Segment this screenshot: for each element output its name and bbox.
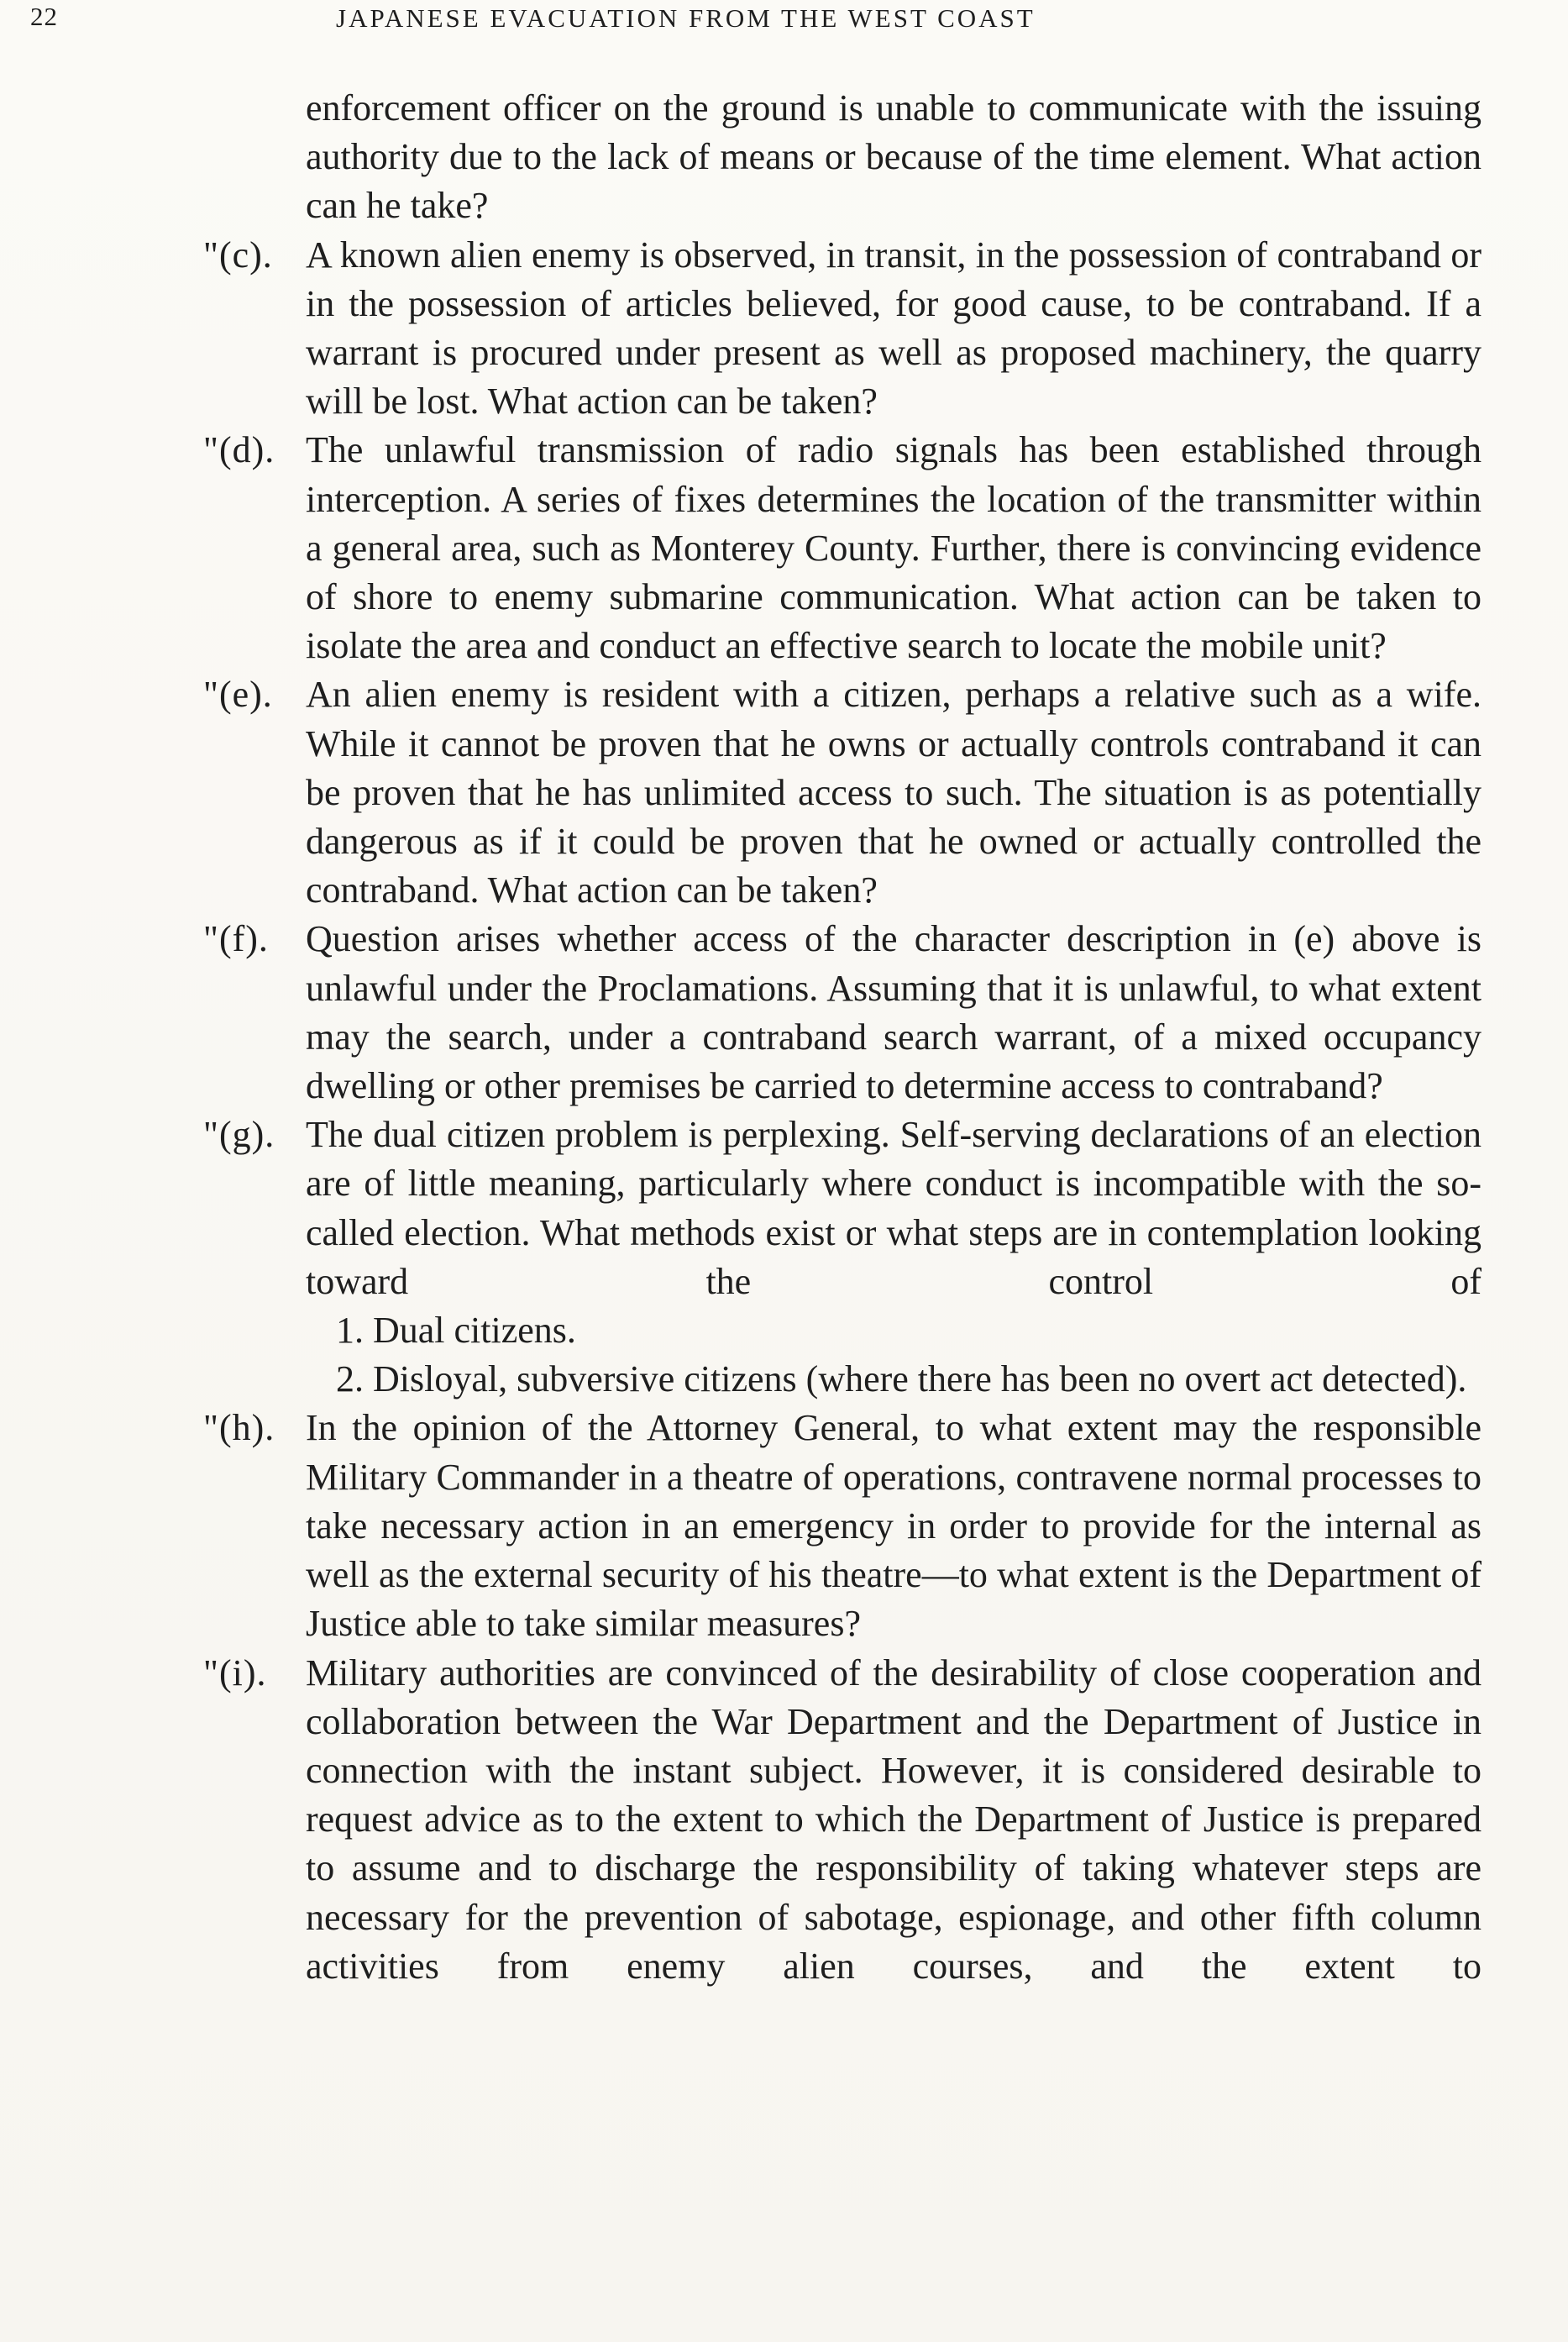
subitem-1 — [336, 1306, 1481, 1355]
subitem-text: Dual citizens. — [373, 1310, 576, 1352]
item-text: The dual citizen problem is perplexing. Self-serving declarations of an election are of little meaning, particularly where conduct is incompatible with the so-called election. What methods exist or what steps are in contemplation looking toward the control of — [306, 1114, 1481, 1302]
subitem-number: 1. — [336, 1310, 364, 1352]
paragraph-text: enforcement officer on the ground is unable to communicate with the issuing authority due to the lack of means or because of the time element. What action can he take? — [306, 87, 1481, 227]
list-item-c — [203, 231, 1481, 427]
body-text — [203, 84, 1481, 1991]
list-item-g — [203, 1111, 1481, 1404]
item-text: Military authorities are convinced of the desirability of close cooperation and collaboration between the War Department and the Department of Justice in connection with the instant subject. However, it is considered desirable to request advice as to the extent to which the Department of Justice is prepared to assume and to discharge the responsibility of taking whatever steps are necessary for the prevention of sabotage, espionage, and other fifth column activities from enemy alien courses, and the extent to — [306, 1651, 1481, 1987]
subitem-text: Disloyal, subversive citizens (where there has been no overt act detected). — [373, 1358, 1467, 1400]
item-text: A known alien enemy is observed, in transit, in the possession of contraband or in the possession of articles believed, for good cause, to be contraband. If a warrant is procured under present as well as proposed machinery, the quarry will be lost. What action can be taken? — [306, 234, 1481, 423]
item-text: In the opinion of the Attorney General, to what extent may the responsible Military Commander in a theatre of operations, contravene normal processes to take necessary action in an emergency in order to provide for the internal as well as the external security of his theatre—to what extent is the Department of Justice able to take similar measures? — [306, 1407, 1481, 1645]
list-item-d — [203, 426, 1481, 670]
item-label: "(g). — [203, 1114, 275, 1156]
item-label: "(d). — [203, 429, 275, 471]
item-label: "(f). — [203, 918, 269, 960]
item-text: Question arises whether access of the character description in (e) above is unlawful under the Proclamations. Assuming that it is unlawful, to what extent may the search, under a contraband search warrant, of a mixed occupancy dwelling or other premises be carried to determine access to contraband? — [306, 918, 1481, 1107]
running-head: JAPANESE EVACUATION FROM THE WEST COAST — [336, 3, 1036, 33]
item-text: An alien enemy is resident with a citizen, perhaps a relative such as a wife. While it cannot be proven that he owns or actually controls contraband it can be proven that he has unlimited access to such. The situation is as potentially dangerous as if it could be proven that he owned or actually controlled the contraband. What action can be taken? — [306, 674, 1481, 911]
list-item-i — [203, 1649, 1481, 1991]
page-number: 22 — [30, 2, 58, 31]
item-text: The unlawful transmission of radio signals has been established through interception. A series of fixes determines the location of the transmitter within a general area, such as Monterey County. Further, there is convincing evidence of shore to enemy submarine communication. What action can be taken to isolate the area and conduct an effective search to locate the mobile unit? — [306, 429, 1481, 667]
page-header — [0, 0, 1568, 37]
paragraph-continuation — [306, 84, 1481, 231]
list-item-f — [203, 915, 1481, 1111]
item-label: "(c). — [203, 234, 273, 276]
list-item-e — [203, 670, 1481, 915]
list-item-h — [203, 1404, 1481, 1648]
subitem-number: 2. — [336, 1358, 364, 1400]
item-label: "(e). — [203, 674, 273, 716]
item-label: "(i). — [203, 1651, 267, 1693]
item-label: "(h). — [203, 1407, 275, 1449]
subitem-2 — [336, 1355, 1481, 1404]
